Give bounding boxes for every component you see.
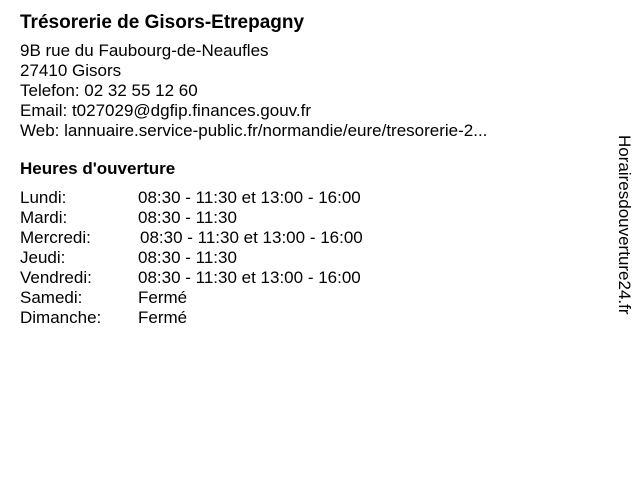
- hours-row-friday: [20, 268, 600, 288]
- address-street: 9B rue du Faubourg-de-Neaufles: [20, 41, 269, 60]
- day-hours: 08:30 - 11:30: [138, 208, 237, 227]
- hours-row-monday: [20, 188, 600, 208]
- office-name: Trésorerie de Gisors-Etrepagny: [20, 12, 305, 33]
- hours-row-sunday: [20, 308, 600, 328]
- day-hours: Fermé: [138, 308, 188, 327]
- hours-row-saturday: [20, 288, 600, 308]
- day-hours: 08:30 - 11:30: [138, 248, 237, 267]
- office-card: [20, 10, 600, 328]
- site-brand-vertical[interactable]: Horairesdouverture24.fr: [615, 135, 634, 315]
- day-label: Lundi:: [20, 188, 67, 207]
- day-hours: 08:30 - 11:30 et 13:00 - 16:00: [138, 188, 361, 207]
- day-label: Mercredi:: [20, 228, 91, 247]
- hours-row-thursday: [20, 248, 600, 268]
- day-label: Jeudi:: [20, 248, 66, 267]
- day-label: Vendredi:: [20, 268, 92, 287]
- phone-line[interactable]: Telefon: 02 32 55 12 60: [20, 81, 198, 100]
- hours-row-tuesday: [20, 208, 600, 228]
- web-line[interactable]: Web: lannuaire.service-public.fr/normandie/eure/tresorerie-2...: [20, 121, 488, 140]
- opening-hours-heading: Heures d'ouverture: [20, 159, 176, 178]
- address-city: 27410 Gisors: [20, 61, 122, 80]
- day-hours: 08:30 - 11:30 et 13:00 - 16:00: [140, 228, 363, 247]
- day-label: Samedi:: [20, 288, 83, 307]
- day-hours: Fermé: [138, 288, 188, 307]
- opening-hours-table: [20, 188, 600, 328]
- day-hours: 08:30 - 11:30 et 13:00 - 16:00: [138, 268, 361, 287]
- day-label: Mardi:: [20, 208, 68, 227]
- email-line[interactable]: Email: t027029@dgfip.finances.gouv.fr: [20, 101, 312, 120]
- day-label: Dimanche:: [20, 308, 102, 327]
- hours-row-wednesday: [20, 228, 600, 248]
